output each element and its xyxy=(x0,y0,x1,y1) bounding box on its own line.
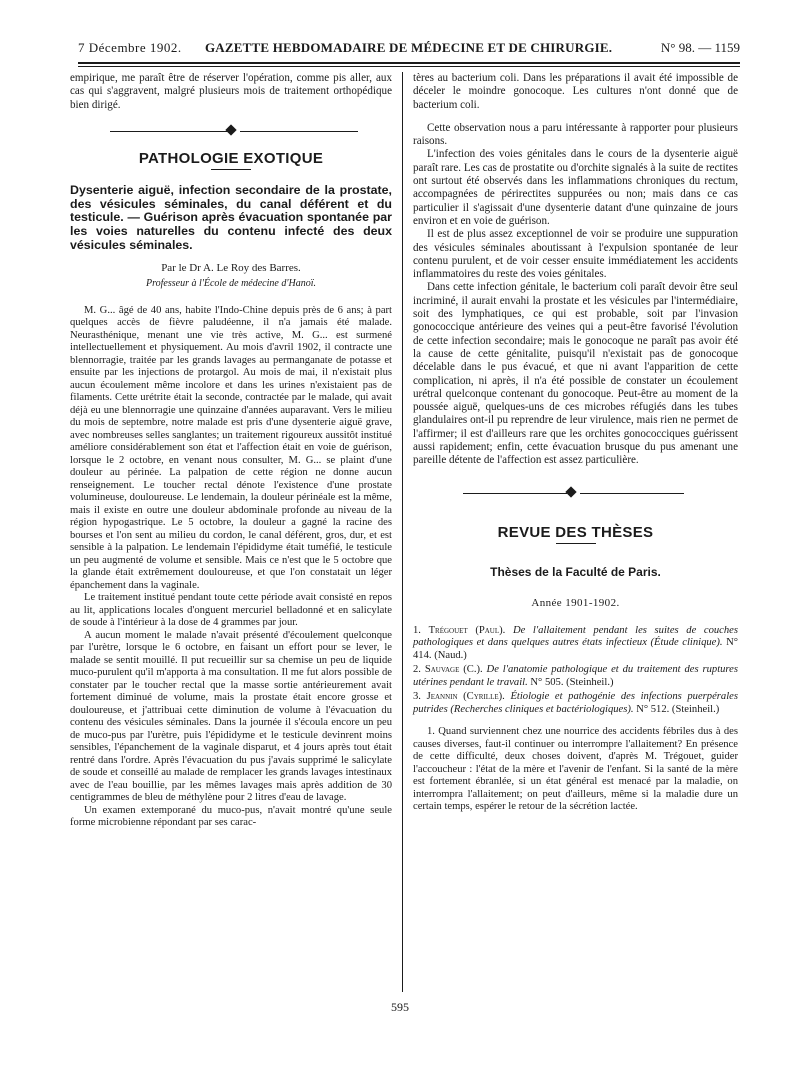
body-paragraph: Cette observation nous a paru intéressante à rapporter pour plusieurs raisons. xyxy=(413,121,738,148)
body-paragraph: Dans cette infection génitale, le bacterium coli paraît devoir être seul incriminé, il aurait envahi la prostate et les vésicules par l'intermédiaire, soit des lymphatiques, ce qui est probable, soit par l'invasion gonococcique antérieure des veines qui a peut-être favorisé l'évolution de cette infection secondaire; mais le gonocoque ne paraît pas avoir été la cause de cette génitalite, puisqu'il n'existait pas de gonocoque décelable dans le pus évacué, et que ni avant l'apparition de cette complication, ni après, il n'a été possible de constater un écoulement urétral quelconque contenant du gonocoque. Peut-être au moment de la poussée aiguë, quelques-uns de ces microbes réfugiés dans les tubes glandulaires ont-il pu reprendre de leur virulence, mais rien ne permet de l'affirmer; il est d'ailleurs rare que les orchites gonococciques guérissent aussi rapidement; enfin, cette évacuation brusque du pus amenant une pareille détente de l'affection est assez particulière. xyxy=(413,281,738,467)
thesis-author: Trégouet (Paul). xyxy=(428,624,506,636)
thesis-reference: N° 512. (Steinheil.) xyxy=(636,703,720,715)
subsection-title: Thèses de la Faculté de Paris. xyxy=(490,564,661,579)
body-paragraph: 1. Quand surviennent chez une nourrice des accidents fébriles dus à des causes diverses, faut-il continuer ou interrompre l'allaitement? En présence de cette difficulté, deux choses doivent, d'après M. Trégouet, guider l'accoucheur : l'état de la mère et l'avenir de l'enfant. Si la santé de la mère est fortement ébranlée, si un état général est menacé par la maladie, on interrompra l'allaitement; on peut d'ailleurs, même si la maladie dure un certain temps, espérer le retour de la sécrétion lactée. xyxy=(413,726,738,812)
title-underline xyxy=(556,543,596,544)
diamond-ornament-icon xyxy=(565,486,576,497)
thesis-reference: N° 505. (Steinheil.) xyxy=(530,676,614,688)
thesis-reference: N° 414. (Naud.) xyxy=(413,637,738,661)
section-title-revue: REVUE DES THÈSES xyxy=(497,523,654,541)
body-paragraph: A aucun moment le malade n'avait présenté d'écoulement quelconque par l'urètre, lorsque le 6 octobre, en faisant un effort pour se lever, le malade se sentit mouillé. Il put recueillir sur sa chemise un peu de liquide muco-purulent qu'il m'apporta à ma consultation. Il me fut alors possible de constater par le toucher rectal que la masse sortie antérieurement avait fortement diminué de volume, mais la prostate était encore grosse et douloureuse, et j'attribuai cette diminution de volume à l'évacuation du contenu des vésicules séminales. Dans la journée il s'écoula encore un peu de muco-pus par l'urètre, puis l'épididyme et le testicule devinrent moins sensibles, l'épanchement de la vaginale disparut, et 4 jours après tout était rentré dans l'ordre. Après l'évacuation du pus j'avais supprimé le salicylate de soude et conseillé au malade de remplacer les grands lavages intestinaux avec de l'eau bouillie, par les mêmes lavages mais après addition de 30 centigrammes de bleu de méthylène pour 2 litres d'eau de lavage. xyxy=(70,629,392,804)
thesis-entry: 2. Sauvage (C.). De l'anatomie pathologique et du traitement des ruptures utérines pendant le travail. N° 505. (Steinheil.) xyxy=(413,664,738,688)
body-paragraph: Un examen extemporané du muco-pus, n'avait montré qu'une seule forme microbienne répondant par ses carac- xyxy=(70,804,392,829)
thesis-author: Sauvage (C.). xyxy=(424,664,483,675)
journal-title: GAZETTE HEBDOMADAIRE DE MÉDECINE ET DE CHIRURGIE. xyxy=(205,40,613,55)
section-title-pathologie: PATHOLOGIE EXOTIQUE xyxy=(138,149,324,167)
left-column xyxy=(70,72,392,830)
article-title: Dysenterie aiguë, infection secondaire de la prostate, des vésicules séminales, du canal déférent et du testicule. — Guérison après évacuation spontanée par les voies naturelles du contenu infecté des deux vésicules séminales. xyxy=(70,183,392,252)
diamond-ornament-icon xyxy=(225,124,236,135)
issue-page-number: N° 98. — 1159 xyxy=(660,40,740,55)
section-separator xyxy=(413,482,738,506)
continued-paragraph: empirique, me paraît être de réserver l'opération, comme pis aller, aux cas qui s'aggravent, malgré plusieurs mois de traitement orthopédique bien dirigé. xyxy=(70,72,392,111)
page-number-footer: 595 xyxy=(391,1000,409,1014)
academic-year: Année 1901-1902. xyxy=(531,597,620,610)
author-affiliation: Professeur à l'École de médecine d'Hanoï. xyxy=(146,278,316,290)
body-paragraph: Il est de plus assez exceptionnel de voir se produire une suppuration des vésicules séminales aboutissant à l'expulsion spontanée de leur contenu purulent, et de voir cesser ensuite immédiatement les accidents inflammatoires du reste des voies génitales. xyxy=(413,228,738,281)
thesis-entry: 3. Jeannin (Cyrille). Étiologie et pathogénie des infections puerpérales putrides (Recherches cliniques et bactériologiques). N° 512. (Steinheil.) xyxy=(413,691,738,715)
continued-paragraph: tères au bacterium coli. Dans les préparations il avait été impossible de déceler le moindre gonocoque. Les cultures n'ont donné que de bacterium coli. xyxy=(413,72,738,111)
thesis-entry: 1. Trégouet (Paul). De l'allaitement pendant les suites de couches pathologiques et dans quelques autres états infectieux (Étude clinique). N° 414. (Naud.) xyxy=(413,624,738,661)
body-paragraph: M. G... âgé de 40 ans, habite l'Indo-Chine depuis près de 6 ans; à part quelques accès de fièvre paludéenne, il n'a jamais été malade. Neurasthénique, menant une vie très active, M. G... est surmené intellectuellement et physiquement. Au mois d'avril 1902, il contracte une blennorragie, traitée par les grands lavages au permanganate de potasse et ensuite par les injections de protargol. Au mois de mai, il n'existait plus aucun écoulement même incolore et dans les urines n'existaient pas de filaments. Cette urétrite était la seconde, contractée par le malade, qui avait déjà eu une blennorragie une quinzaine d'années auparavant. Vers le milieu du mois de septembre, notre malade est pris d'une dysenterie aiguë grave, avec nombreuses selles sanglantes; un traitement rigoureux aussitôt institué améliore considérablement son état et l'affection était en voie de guérison, lorsque le 2 octobre, en venant nous consulter, M. G... se plaint d'une douleur au périnée. La palpation de cette région ne donne aucun renseignement. Le toucher rectal dénote l'existence d'une prostate volumineuse, douloureuse. Le lendemain, la douleur périnéale est la même, mais il existe en outre une douleur abdominale profonde au niveau de la région hypogastrique. Le 5 octobre, la douleur a gagné la racine des bourses et l'on sent au milieu du cordon, le canal déférent, gros, dur, et est sensible à la palpation. Le lendemain l'épididyme était tuméfié, le testicule un peu augmenté de volume et sensible. Mais ce n'est que le 5 octobre que la glande était extrêmement douloureuse, et que l'on constatait un léger épanchement dans la vaginale. xyxy=(70,304,392,591)
thesis-title: Étiologie et pathogénie des infections puerpérales putrides (Recherches cliniques et bactériologiques). xyxy=(413,691,738,715)
column-divider xyxy=(402,72,403,992)
section-separator xyxy=(70,120,392,144)
header-rule-thin xyxy=(78,66,740,67)
body-paragraph: Le traitement institué pendant toute cette période avait consisté en repos au lit, applications locales d'onguent mercuriel belladonné et en salicylate de soude à l'intérieur à la dose de 4 grammes par jour. xyxy=(70,592,392,629)
thesis-title: De l'anatomie pathologique et du traitement des ruptures utérines pendant le travail. xyxy=(413,664,738,688)
right-column xyxy=(413,72,738,814)
body-paragraph: L'infection des voies génitales dans le cours de la dysenterie aiguë paraît rare. Les cas de prostatite ou d'orchite signalés à la suite de rectites ont surtout été observés dans les inflammations chroniques du rectum, accompagnées de périrectites suppurées ou non; mais dans ce cas particulier il s'agissait d'une dysenterie datant d'une quinzaine de jours environ et en voie de guérison. xyxy=(413,148,738,227)
header-rule xyxy=(78,62,740,64)
title-underline xyxy=(211,169,251,170)
thesis-title: De l'allaitement pendant les suites de couches pathologiques et dans quelques autres états infectieux (Étude clinique). xyxy=(413,624,738,648)
article-byline: Par le Dr A. Le Roy des Barres. xyxy=(161,262,301,275)
thesis-author: Jeannin (Cyrille). xyxy=(426,691,505,702)
issue-date: 7 Décembre 1902. xyxy=(78,40,182,55)
running-header xyxy=(78,36,740,62)
